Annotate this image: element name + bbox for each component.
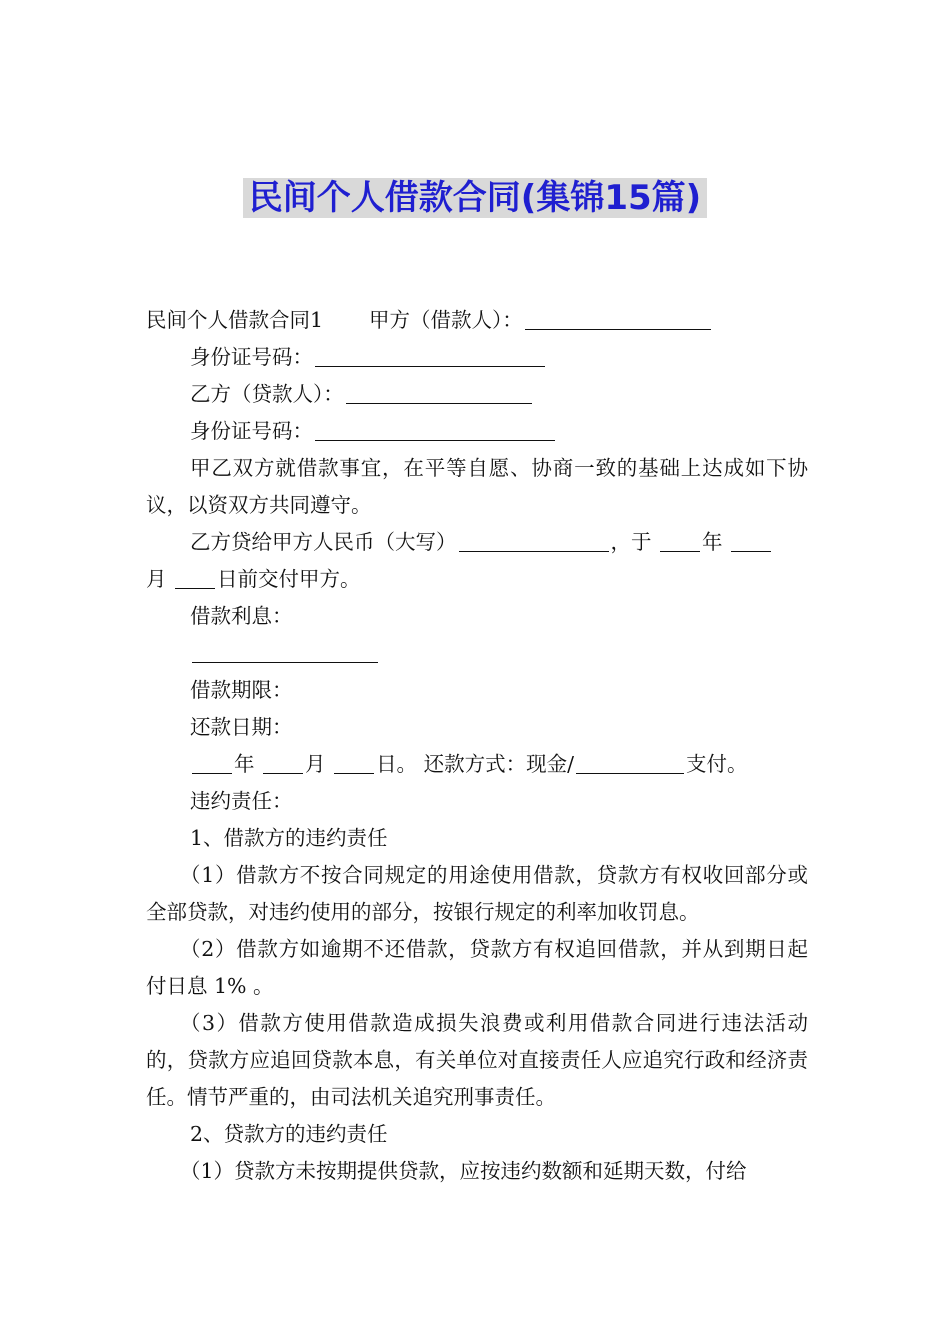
repay-pay-label: 支付。 xyxy=(686,752,748,776)
repay-month-label: 月 xyxy=(305,752,326,776)
loan-amount-blank[interactable] xyxy=(459,529,609,552)
party-a-id-line xyxy=(146,339,808,376)
interest-label: 借款利息： xyxy=(190,604,293,628)
repay-method-blank[interactable] xyxy=(576,751,684,774)
agreement-paragraph: 甲乙双方就借款事宜，在平等自愿、协商一致的基础上达成如下协议，以资双方共同遵守。 xyxy=(146,456,808,517)
repay-year-blank[interactable] xyxy=(192,751,232,774)
borrower-breach-clause-2: （2）借款方如逾期不还借款，贷款方有权追回借款，并从到期日起付日息 1% 。 xyxy=(146,937,808,998)
party-b-id-blank[interactable] xyxy=(315,418,555,441)
loan-month-label: 月 xyxy=(146,567,167,591)
repay-day-blank[interactable] xyxy=(334,751,374,774)
repay-line xyxy=(146,746,808,783)
loan-delivery-line xyxy=(146,561,808,598)
loan-year-label: 年 xyxy=(702,530,723,554)
party-b-label: 乙方（贷款人）： xyxy=(190,382,344,406)
term-label: 借款期限： xyxy=(190,678,293,702)
party-a-id-blank[interactable] xyxy=(315,344,545,367)
loan-delivery-label: 日前交付甲方。 xyxy=(217,567,361,591)
loan-amount-line xyxy=(146,524,808,561)
lender-breach-clause-1: （1）贷款方未按期提供贷款，应按违约数额和延期天数，付给 xyxy=(180,1159,747,1183)
document-title: 民间个人借款合同(集锦15篇) xyxy=(243,178,707,218)
loan-date-prefix: ，于 xyxy=(610,530,652,554)
breach-heading: 违约责任： xyxy=(190,789,293,813)
interest-blank-line xyxy=(146,635,808,672)
title-container xyxy=(0,178,950,218)
repay-date-label: 还款日期： xyxy=(190,715,293,739)
repay-month-blank[interactable] xyxy=(263,751,303,774)
interest-blank[interactable] xyxy=(192,640,378,663)
borrower-breach-heading: 1、借款方的违约责任 xyxy=(190,826,388,850)
party-b-blank[interactable] xyxy=(346,381,532,404)
repay-method-label: 日。 还款方式：现金/ xyxy=(376,752,574,776)
party-b-id-line xyxy=(146,413,808,450)
borrower-breach-clause-1: （1）借款方不按合同规定的用途使用借款，贷款方有权收回部分或全部贷款，对违约使用的部分，按银行规定的利率加收罚息。 xyxy=(146,863,808,924)
party-a-label: 甲方（借款人）： xyxy=(369,308,523,332)
contract-heading: 民间个人借款合同1 xyxy=(146,308,324,332)
loan-year-blank[interactable] xyxy=(660,529,700,552)
loan-day-blank[interactable] xyxy=(175,566,215,589)
loan-amount-label: 乙方贷给甲方人民币（大写） xyxy=(190,530,457,554)
party-b-id-label: 身份证号码： xyxy=(190,419,313,443)
party-a-blank[interactable] xyxy=(525,307,711,330)
document-body xyxy=(146,302,808,1190)
borrower-breach-clause-3: （3）借款方使用借款造成损失浪费或利用借款合同进行违法活动的，贷款方应追回贷款本息，有关单位对直接责任人应追究行政和经济责任。情节严重的，由司法机关追究刑事责任。 xyxy=(146,1011,808,1109)
party-a-id-label: 身份证号码： xyxy=(190,345,313,369)
loan-month-blank[interactable] xyxy=(731,529,771,552)
repay-year-label: 年 xyxy=(234,752,255,776)
party-a-line xyxy=(146,302,808,339)
party-b-line xyxy=(146,376,808,413)
lender-breach-heading: 2、贷款方的违约责任 xyxy=(190,1122,388,1146)
